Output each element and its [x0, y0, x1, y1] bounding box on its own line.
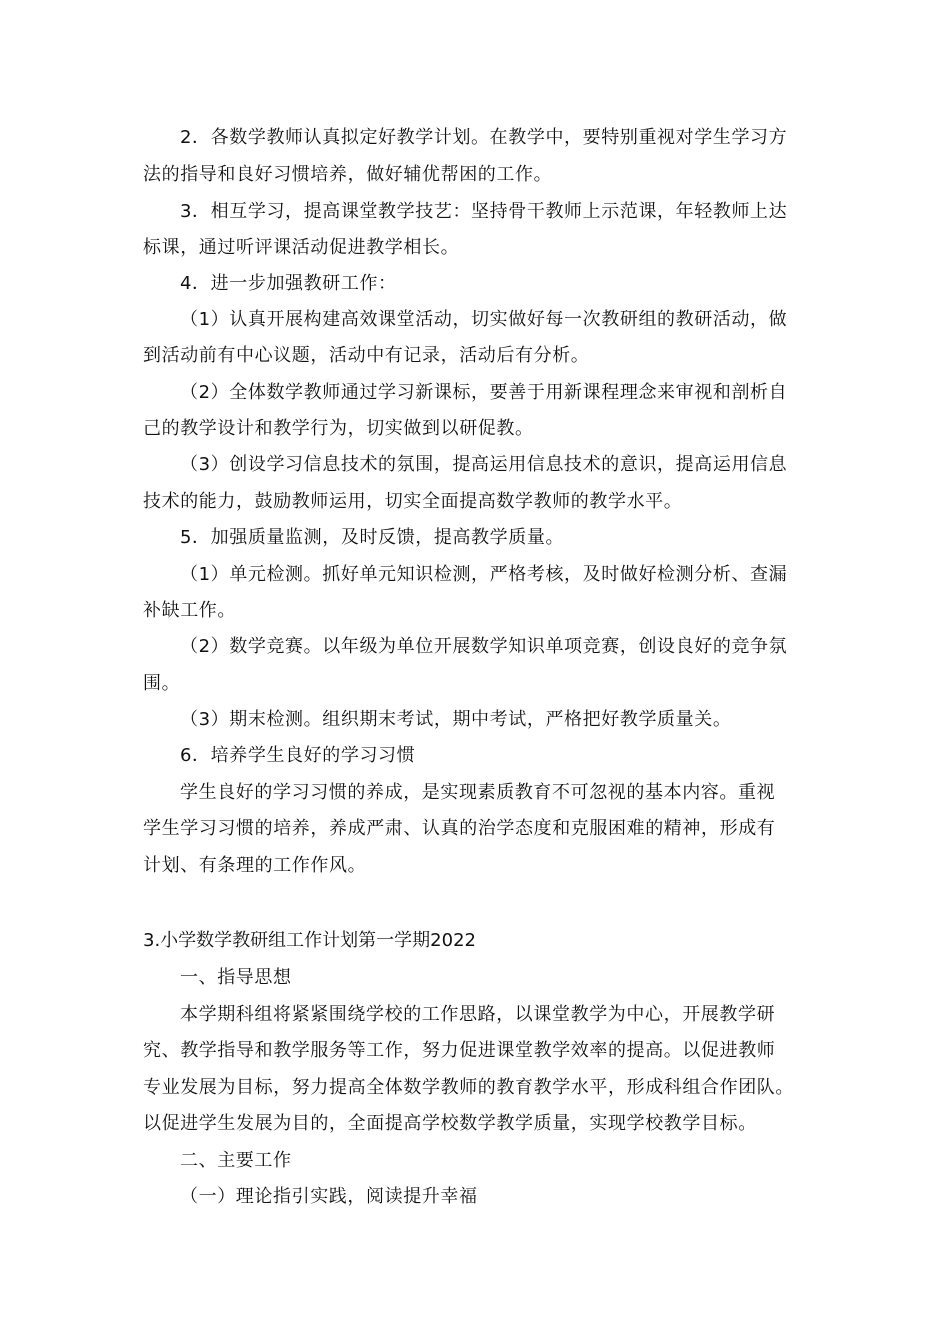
paragraph-line: 己的教学设计和教学行为，切实做到以研促教。 — [143, 418, 534, 439]
paragraph-line: 法的指导和良好习惯培养，做好辅优帮困的工作。 — [143, 164, 553, 185]
subsection-heading: （一）理论指引实践，阅读提升幸福 — [180, 1186, 478, 1207]
paragraph-line: 本学期科组将紧紧围绕学校的工作思路，以课堂教学为中心，开展教学研 — [180, 1004, 776, 1025]
section-heading: 二、主要工作 — [180, 1150, 292, 1171]
paragraph-line: （3）创设学习信息技术的氛围，提高运用信息技术的意识，提高运用信息 — [180, 454, 788, 475]
paragraph-line: （2）全体数学教师通过学习新课标，要善于用新课程理念来审视和剖析自 — [180, 382, 788, 403]
paragraph-line: 标课，通过听评课活动促进教学相长。 — [143, 237, 460, 258]
paragraph-line: 围。 — [143, 673, 181, 694]
paragraph-line: 2．各数学教师认真拟定好教学计划。在教学中，要特别重视对学生学习方 — [180, 127, 788, 148]
paragraph-line: 技术的能力，鼓励教师运用，切实全面提高数学教师的教学水平。 — [143, 491, 683, 512]
paragraph-line: （1）单元检测。抓好单元知识检测，严格考核，及时做好检测分析、查漏 — [180, 564, 788, 585]
paragraph-line: 究、教学指导和教学服务等工作，努力促进课堂教学效率的提高。以促进教师 — [143, 1040, 776, 1061]
paragraph-line: 补缺工作。 — [143, 600, 236, 621]
paragraph-line: 到活动前有中心议题，活动中有记录，活动后有分析。 — [143, 345, 590, 366]
paragraph-line: （3）期末检测。组织期末考试，期中考试，严格把好教学质量关。 — [180, 709, 732, 730]
paragraph-line: 以促进学生发展为目的，全面提高学校数学教学质量，实现学校教学目标。 — [143, 1113, 757, 1134]
section-heading: 一、指导思想 — [180, 967, 292, 988]
paragraph-line: 计划、有条理的工作作风。 — [143, 855, 367, 876]
paragraph-line: 学生良好的学习习惯的养成，是实现素质教育不可忽视的基本内容。重视 — [180, 782, 776, 803]
section-title: 3.小学数学教研组工作计划第一学期2022 — [143, 930, 476, 951]
paragraph-line: 3．相互学习，提高课堂教学技艺：坚持骨干教师上示范课，年轻教师上达 — [180, 201, 788, 222]
paragraph-line: 专业发展为目标，努力提高全体数学教师的教育教学水平，形成科组合作团队。 — [143, 1077, 794, 1098]
paragraph-line: （2）数学竞赛。以年级为单位开展数学知识单项竞赛，创设良好的竞争氛 — [180, 636, 788, 657]
paragraph-line: 4．进一步加强教研工作： — [180, 273, 397, 294]
paragraph-line: 5．加强质量监测，及时反馈，提高教学质量。 — [180, 527, 565, 548]
paragraph-line: 学生学习习惯的培养，养成严肃、认真的治学态度和克服困难的精神，形成有 — [143, 818, 776, 839]
paragraph-line: （1）认真开展构建高效课堂活动，切实做好每一次教研组的教研活动，做 — [180, 309, 788, 330]
paragraph-line: 6．培养学生良好的学习习惯 — [180, 745, 416, 766]
